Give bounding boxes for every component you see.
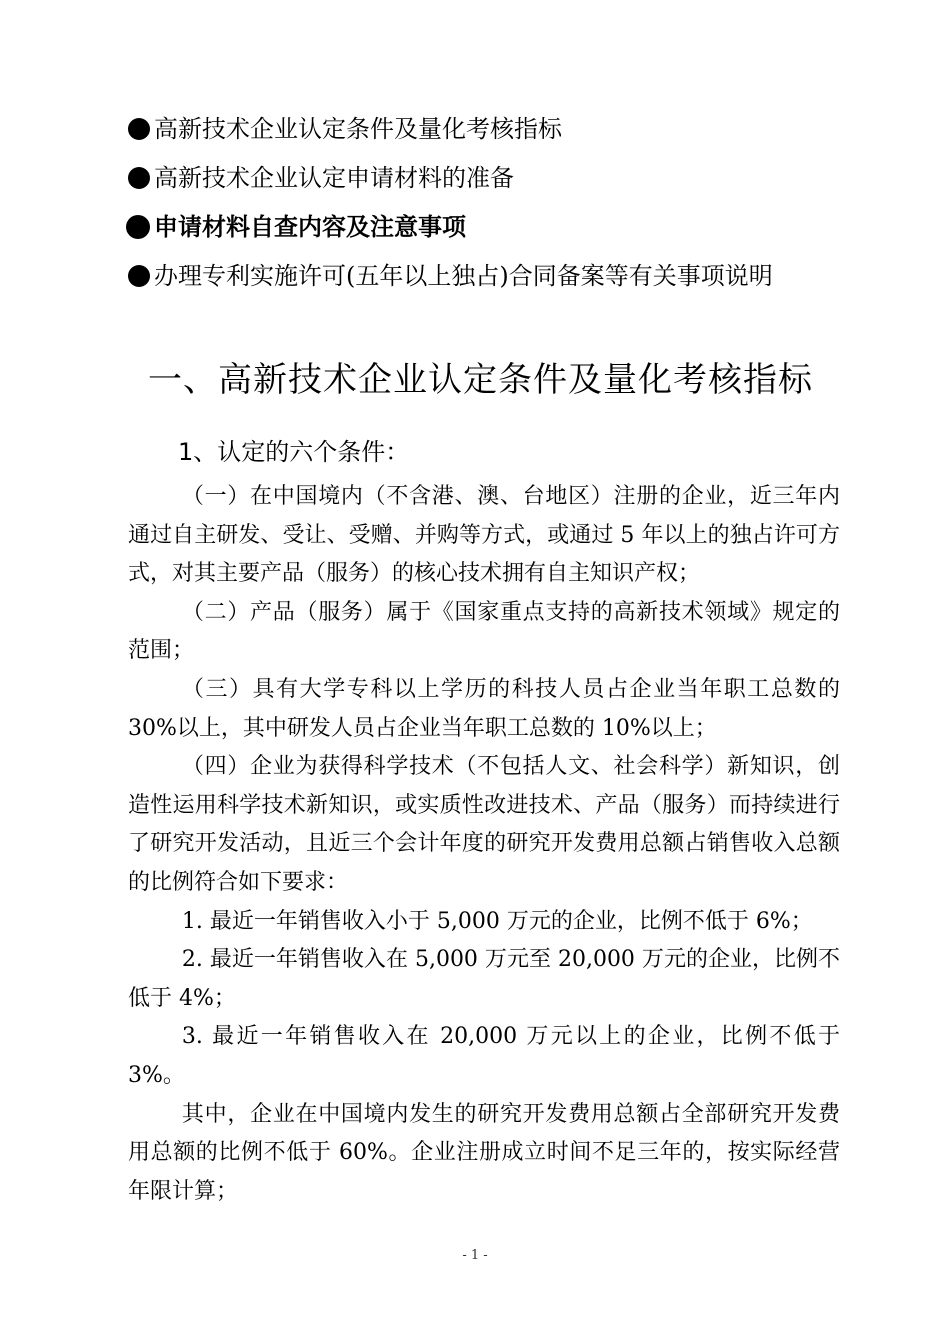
body-text bbox=[128, 478, 840, 1211]
toc-item bbox=[128, 104, 848, 153]
section-title: 一、高新技术企业认定条件及量化考核指标 bbox=[148, 360, 813, 400]
bullet-icon bbox=[126, 215, 150, 239]
paragraph: （一）在中国境内（不含港、澳、台地区）注册的企业，近三年内通过自主研发、受让、受赠、并购等方式，或通过 5 年以上的独占许可方式，对其主要产品（服务）的核心技术拥有自主知识产权； bbox=[128, 484, 840, 587]
sub-title: 1、认定的六个条件： bbox=[178, 438, 410, 466]
toc-item-text: 申请材料自查内容及注意事项 bbox=[154, 212, 466, 241]
bullet-icon bbox=[128, 265, 150, 287]
toc-list bbox=[128, 104, 848, 300]
paragraph: 3. 最近一年销售收入在 20,000 万元以上的企业，比例不低于3%。 bbox=[128, 1024, 840, 1088]
page-number: - 1 - bbox=[462, 1248, 488, 1263]
paragraph: （四）企业为获得科学技术（不包括人文、社会科学）新知识，创造性运用科学技术新知识，或实质性改进技术、产品（服务）而持续进行了研究开发活动，且近三个会计年度的研究开发费用总额占销售收入总额的比例符合如下要求： bbox=[128, 754, 840, 895]
toc-item bbox=[128, 251, 848, 300]
paragraph: 其中，企业在中国境内发生的研究开发费用总额占全部研究开发费用总额的比例不低于 60%。企业注册成立时间不足三年的，按实际经营年限计算； bbox=[128, 1101, 840, 1204]
paragraph: （三）具有大学专科以上学历的科技人员占企业当年职工总数的30%以上，其中研发人员占企业当年职工总数的 10%以上； bbox=[128, 676, 840, 741]
toc-item-text: 高新技术企业认定申请材料的准备 bbox=[154, 163, 514, 192]
toc-item bbox=[128, 153, 848, 202]
paragraph: 1. 最近一年销售收入小于 5,000 万元的企业，比例不低于 6%； bbox=[181, 908, 813, 934]
bullet-icon bbox=[128, 167, 150, 189]
toc-item-text: 办理专利实施许可(五年以上独占)合同备案等有关事项说明 bbox=[154, 261, 773, 290]
toc-item-text: 高新技术企业认定条件及量化考核指标 bbox=[154, 114, 562, 143]
paragraph: 2. 最近一年销售收入在 5,000 万元至 20,000 万元的企业，比例不低于 4%； bbox=[128, 947, 840, 1011]
paragraph: （二）产品（服务）属于《国家重点支持的高新技术领域》规定的范围； bbox=[128, 599, 840, 664]
toc-item bbox=[128, 202, 848, 251]
bullet-icon bbox=[128, 118, 150, 140]
